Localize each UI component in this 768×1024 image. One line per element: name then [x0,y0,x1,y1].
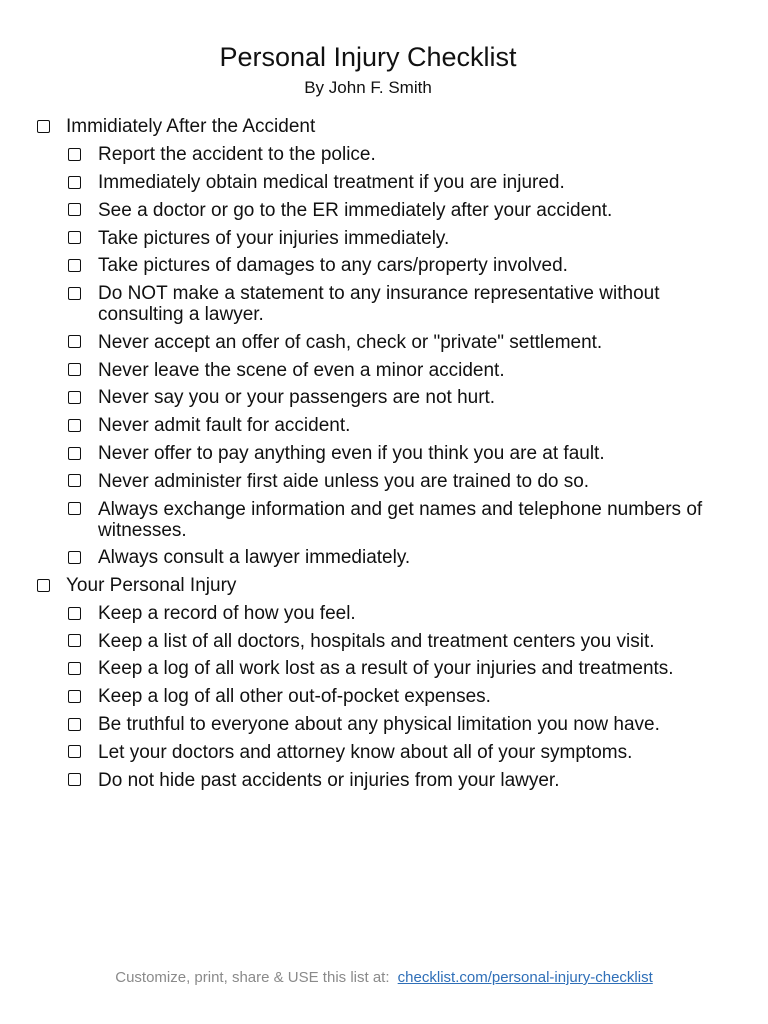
checklist-item-label: Never administer first aide unless you are trained to do so. [98,470,590,492]
section-heading: Immidiately After the Accident [66,116,316,138]
checkbox[interactable] [68,607,81,620]
section-heading-row [0,572,768,600]
checklist-item [0,600,768,628]
checkbox[interactable] [68,634,81,647]
checkbox[interactable] [68,148,81,161]
checkbox[interactable] [68,718,81,731]
checklist-item [0,252,768,280]
checklist-item-label: Always consult a lawyer immediately. [98,547,411,569]
checklist-item-label: Keep a record of how you feel. [98,602,356,624]
checklist-item-label: Let your doctors and attorney know about all of your symptoms. [98,741,633,763]
checklist-item [0,655,768,683]
checkbox[interactable] [68,391,81,404]
checklist-item [0,711,768,739]
checklist-item [0,467,768,495]
footer [0,968,768,988]
checklist-item [0,141,768,169]
checklist-item-label: Keep a log of all other out-of-pocket expenses. [98,686,491,708]
checklist-item [0,356,768,384]
checkbox[interactable] [68,287,81,300]
checklist-item-label: Never offer to pay anything even if you think you are at fault. [98,442,605,464]
checklist-item [0,280,768,329]
checkbox[interactable] [68,773,81,786]
checkbox[interactable] [68,502,81,515]
checklist-item-label: See a doctor or go to the ER immediately after your accident. [98,199,613,221]
checklist-item [0,440,768,468]
author-byline: By John F. Smith [304,78,432,97]
checklist-item-label: Never admit fault for accident. [98,415,351,437]
checkbox[interactable] [68,335,81,348]
checklist-section [0,572,768,794]
checkbox[interactable] [68,363,81,376]
checkbox[interactable] [68,231,81,244]
checklist-item-label: Immediately obtain medical treatment if you are injured. [98,171,565,193]
section-items [0,141,768,572]
checklist-item-label: Do NOT make a statement to any insurance representative without consulting a lawyer. [98,283,660,326]
checklist-item [0,738,768,766]
checklist-section [0,113,768,572]
checklist-item-label: Keep a log of all work lost as a result of your injuries and treatments. [98,658,674,680]
section-heading-row [0,113,768,141]
checkbox[interactable] [68,203,81,216]
checklist-item [0,328,768,356]
checklist-item-label: Keep a list of all doctors, hospitals and treatment centers you visit. [98,630,655,652]
checklist-item-label: Report the accident to the police. [98,144,376,166]
checkbox[interactable] [68,259,81,272]
checkbox[interactable] [68,551,81,564]
checklist-item-label: Take pictures of damages to any cars/property involved. [98,255,568,277]
checkbox[interactable] [68,447,81,460]
checkbox[interactable] [68,662,81,675]
checklist-item-label: Take pictures of your injuries immediately. [98,227,450,249]
checklist-item [0,683,768,711]
checklist-item-label: Be truthful to everyone about any physical limitation you now have. [98,714,660,736]
checkbox[interactable] [68,474,81,487]
checklist [0,113,768,794]
checkbox[interactable] [68,690,81,703]
checklist-item [0,627,768,655]
checkbox[interactable] [37,120,50,133]
checkbox[interactable] [68,176,81,189]
checklist-item [0,495,768,544]
checklist-item-label: Never leave the scene of even a minor accident. [98,359,505,381]
checkbox[interactable] [68,745,81,758]
checklist-item [0,169,768,197]
checklist-item-label: Never say you or your passengers are not hurt. [98,387,496,409]
footer-text: Customize, print, share & USE this list at: [115,969,390,986]
checklist-item-label: Always exchange information and get names and telephone numbers of witnesses. [98,498,703,541]
checklist-item-label: Do not hide past accidents or injuries from your lawyer. [98,769,560,791]
page-title: Personal Injury Checklist [219,42,517,72]
checklist-item [0,196,768,224]
checklist-link[interactable]: checklist.com/personal-injury-checklist [397,969,653,986]
checkbox[interactable] [68,419,81,432]
checklist-item [0,766,768,794]
checkbox[interactable] [37,579,50,592]
checklist-item [0,384,768,412]
checklist-item [0,412,768,440]
checklist-item [0,224,768,252]
checklist-item-label: Never accept an offer of cash, check or "private" settlement. [98,331,603,353]
checklist-item [0,544,768,572]
section-heading: Your Personal Injury [66,575,237,597]
section-items [0,600,768,794]
